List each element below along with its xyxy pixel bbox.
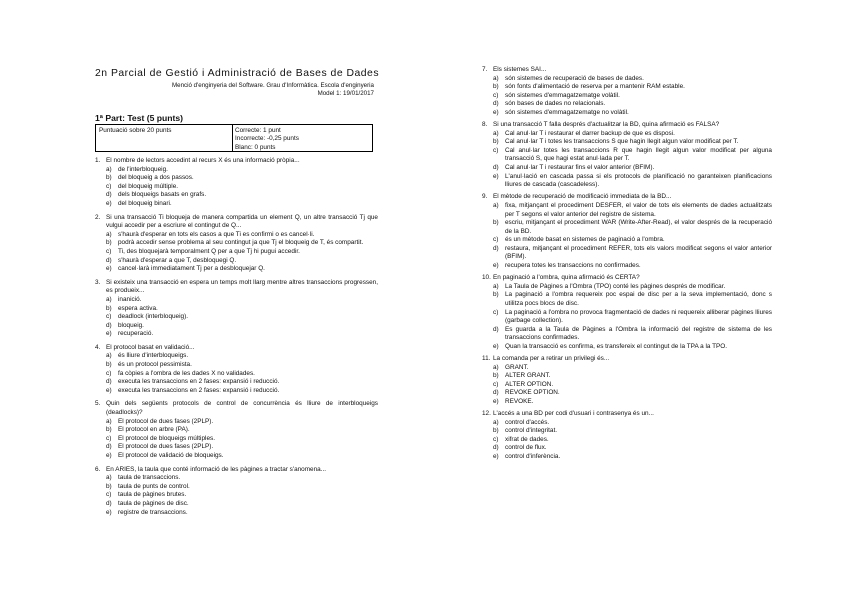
- question-number: 6.: [95, 465, 101, 473]
- option-text: taula de transaccions.: [118, 474, 181, 482]
- answer-option: [95, 452, 378, 461]
- option-letter: b): [106, 174, 112, 182]
- answer-option: [482, 219, 772, 236]
- option-text: control d'integritat.: [505, 427, 558, 435]
- option-text: REVOKE OPTION.: [505, 389, 560, 397]
- answer-option: [482, 283, 772, 292]
- answer-option: [482, 130, 772, 139]
- option-text: s'haurà d'esperar en tots els casos a que Ti es confirmi o es cancel·li.: [118, 230, 315, 238]
- question-text: En paginació a l'ombra, quina afirmació és CERTA?: [493, 274, 640, 282]
- part-title: 1ª Part: Test (5 punts): [95, 113, 184, 123]
- answer-option: [482, 75, 772, 84]
- answer-option: [482, 138, 772, 147]
- question: [95, 466, 378, 475]
- option-text: dels bloqueigs basats en grafs.: [118, 191, 207, 199]
- answer-option: [482, 109, 772, 118]
- option-text: bloqueig.: [118, 321, 144, 329]
- answer-option: [95, 239, 378, 248]
- option-text: control d'accés.: [505, 418, 550, 426]
- question: [482, 410, 772, 419]
- option-letter: a): [493, 418, 499, 426]
- option-letter: a): [493, 74, 499, 82]
- question: [95, 157, 378, 166]
- option-letter: d): [106, 378, 112, 386]
- option-text: podrà accedir sense problema al seu contingut ja que Tj el bloqueig de T, és compartit.: [118, 239, 364, 247]
- option-letter: a): [493, 363, 499, 371]
- scoring-divider: [232, 125, 233, 151]
- option-letter: e): [493, 342, 499, 350]
- answer-option: [95, 387, 378, 396]
- option-letter: e): [493, 108, 499, 116]
- option-text: és un protocol pessimista.: [118, 361, 192, 369]
- option-letter: e): [493, 262, 499, 270]
- option-letter: d): [493, 325, 499, 333]
- questions-column-right: [482, 66, 772, 462]
- option-letter: b): [493, 219, 499, 227]
- questions-column-left: [95, 157, 378, 517]
- question: [95, 279, 378, 296]
- option-letter: d): [106, 321, 112, 329]
- answer-option: [95, 174, 378, 183]
- option-letter: e): [493, 172, 499, 180]
- option-text: registre de transaccions.: [118, 508, 188, 516]
- option-letter: d): [493, 389, 499, 397]
- answer-option: [482, 364, 772, 373]
- option-text: de l'interbloqueig.: [118, 165, 168, 173]
- option-text: ALTER OPTION.: [505, 380, 554, 388]
- option-letter: b): [493, 83, 499, 91]
- option-text: són sistemes d'emmagatzematge volàtil.: [505, 91, 620, 99]
- option-text: deadlock (interbloqueig).: [118, 313, 188, 321]
- answer-option: [95, 265, 378, 274]
- option-text: El protocol de dues fases (2PLP).: [118, 417, 214, 425]
- option-letter: b): [493, 372, 499, 380]
- option-letter: a): [493, 282, 499, 290]
- option-text: Ti, des bloquejarà temporalment Q per a que Tj hi pugui accedir.: [118, 247, 300, 255]
- answer-option: [482, 202, 772, 219]
- question: [95, 400, 378, 417]
- exam-subtitle: Menció d'enginyeria del Software. Grau d'Informàtica. Escola d'enginyeria: [172, 82, 374, 89]
- exam-title: 2n Parcial de Gestió i Administració de Bases de Dades: [95, 68, 380, 79]
- option-letter: d): [106, 256, 112, 264]
- answer-option: [482, 398, 772, 407]
- answer-option: [482, 92, 772, 101]
- option-letter: c): [493, 91, 499, 99]
- answer-option: [95, 248, 378, 257]
- option-letter: e): [106, 452, 112, 459]
- option-letter: a): [493, 129, 499, 137]
- option-letter: b): [493, 138, 499, 146]
- question-number: 1.: [95, 157, 101, 164]
- question: [482, 274, 772, 283]
- answer-option: [482, 381, 772, 390]
- option-letter: c): [493, 380, 499, 388]
- option-text: fixa, mitjançant el procediment DESFER, el valor de tots els elements de dades actualitzats per T segons el valor anterior del registre de sistema.: [505, 201, 772, 218]
- option-text: cancel·larà immediatament Tj per a desbloquejar Q.: [118, 265, 265, 273]
- option-text: del bloqueig binari.: [118, 199, 172, 207]
- option-text: El protocol de validació de bloqueigs.: [118, 452, 224, 459]
- question: [482, 66, 772, 75]
- option-letter: e): [106, 199, 112, 207]
- option-letter: c): [106, 182, 112, 190]
- option-text: del bloqueig múltiple.: [118, 182, 179, 190]
- answer-option: [95, 191, 378, 200]
- answer-option: [95, 426, 378, 435]
- answer-option: [95, 370, 378, 379]
- option-text: Es guarda a la Taula de Pàgines a l'Ombra la informació del registre de sistema de les transaccions confirmades.: [505, 325, 772, 342]
- answer-option: [482, 147, 772, 164]
- answer-option: [482, 83, 772, 92]
- option-letter: b): [493, 427, 499, 435]
- answer-option: [482, 427, 772, 436]
- option-letter: c): [493, 435, 499, 443]
- option-letter: e): [106, 508, 112, 516]
- answer-option: [482, 245, 772, 262]
- option-letter: d): [106, 499, 112, 507]
- option-text: xifrat de dades.: [505, 435, 549, 443]
- option-letter: d): [493, 100, 499, 108]
- question: [95, 214, 378, 231]
- option-text: Cal anul·lar T i restaurar el darrer backup de que es disposi.: [505, 129, 675, 137]
- answer-option: [95, 435, 378, 444]
- option-letter: b): [106, 304, 112, 312]
- answer-option: [95, 330, 378, 339]
- answer-option: [95, 305, 378, 314]
- option-text: escriu, mitjançant el procediment WAR (Write-After-Read), el valor després de la recuperació de la BD.: [505, 219, 772, 235]
- option-text: recupera totes les transaccions no confirmades.: [505, 262, 641, 270]
- option-letter: d): [493, 244, 499, 252]
- option-text: Cal anul·lar T i restaurar fins el valor anterior (BFIM).: [505, 164, 655, 172]
- scoring-correct: Correcte: 1 punt: [235, 127, 281, 134]
- question: [482, 355, 772, 364]
- option-text: executa les transaccions en 2 fases: expansió i reducció.: [118, 378, 280, 386]
- exam-header: [95, 68, 380, 97]
- question-text: Si existeix una transacció en espera un temps molt llarg mentre altres transaccions progressen, es produeix...: [106, 278, 378, 295]
- option-text: són sistemes d'emmagatzematge no volàtil.: [505, 108, 629, 116]
- option-letter: b): [106, 361, 112, 369]
- answer-option: [482, 164, 772, 173]
- option-letter: d): [493, 444, 499, 452]
- option-letter: c): [106, 313, 112, 321]
- answer-option: [95, 183, 378, 192]
- option-letter: e): [106, 386, 112, 394]
- option-letter: a): [106, 165, 112, 173]
- option-letter: a): [106, 352, 112, 360]
- answer-option: [95, 443, 378, 452]
- option-text: El protocol de bloqueigs múltiples.: [118, 434, 215, 442]
- answer-option: [482, 419, 772, 428]
- option-text: REVOKE.: [505, 397, 534, 405]
- option-letter: a): [493, 201, 499, 209]
- question-number: 3.: [95, 278, 101, 286]
- option-text: Quan la transacció es confirma, es transfereix el contingut de la TPA a la TPO.: [505, 342, 728, 350]
- option-letter: e): [106, 265, 112, 273]
- question-number: 2.: [95, 213, 101, 221]
- option-letter: d): [106, 443, 112, 451]
- option-text: ALTER GRANT.: [505, 372, 551, 380]
- question-text: L'accés a una BD per codi d'usuari i contrasenya és un...: [493, 410, 654, 418]
- option-text: executa les transaccions en 2 fases: expansió i reducció.: [118, 386, 280, 394]
- option-text: s'haurà d'esperar a que T, desbloquegi Q.: [118, 256, 237, 264]
- question: [482, 121, 772, 130]
- option-text: són fonts d'alimentació de reserva per a mantenir RAM estable.: [505, 83, 685, 91]
- answer-option: [482, 173, 772, 190]
- question-text: La comanda per a retirar un privilegi és...: [493, 355, 610, 362]
- answer-option: [95, 474, 378, 483]
- question-text: En ARIES, la taula que conté informació de les pàgines a tractar s'anomena...: [106, 465, 327, 473]
- answer-option: [95, 200, 378, 209]
- answer-option: [482, 389, 772, 398]
- option-letter: d): [106, 191, 112, 199]
- answer-option: [95, 313, 378, 322]
- option-letter: c): [106, 247, 112, 255]
- question-number: 12.: [482, 410, 491, 418]
- option-letter: a): [106, 417, 112, 425]
- question-text: El protocol basat en validació...: [106, 343, 195, 351]
- option-letter: b): [106, 482, 112, 490]
- question-text: El mètode de recuperació de modificació immediata de la BD...: [493, 193, 672, 201]
- answer-option: [95, 257, 378, 266]
- option-letter: c): [493, 236, 499, 244]
- answer-option: [95, 322, 378, 331]
- answer-option: [482, 291, 772, 308]
- scoring-table: [95, 124, 373, 152]
- answer-option: [482, 343, 772, 352]
- option-text: és lliure d'interbloqueigs.: [118, 352, 189, 360]
- question-text: El nombre de lectors accedint al recurs X és una informació pròpia...: [106, 157, 300, 164]
- question-text: Si una transacció T falla després d'actualitzar la BD, quina afirmació es FALSA?: [493, 121, 720, 129]
- answer-option: [95, 418, 378, 427]
- answer-option: [482, 309, 772, 326]
- option-letter: c): [106, 434, 112, 442]
- answer-option: [95, 378, 378, 387]
- option-text: Cal anul·lar totes les transaccions R que hagin llegit algun valor modificat per alguna transacció S, que hagi estat anul·lada per T.: [505, 146, 772, 163]
- option-letter: d): [493, 164, 499, 172]
- question-number: 7.: [482, 66, 488, 73]
- answer-option: [95, 491, 378, 500]
- option-letter: b): [493, 291, 499, 299]
- option-letter: c): [106, 369, 112, 377]
- option-letter: e): [106, 330, 112, 338]
- option-text: El protocol de dues fases (2PLP).: [118, 443, 214, 451]
- answer-option: [482, 100, 772, 109]
- question-number: 10.: [482, 274, 491, 282]
- option-text: són sistemes de recuperació de bases de dades.: [505, 74, 644, 82]
- answer-option: [482, 236, 772, 245]
- option-letter: c): [493, 308, 499, 316]
- answer-option: [95, 166, 378, 175]
- question: [482, 193, 772, 202]
- question-number: 11.: [482, 355, 491, 362]
- answer-option: [95, 361, 378, 370]
- option-text: La Taula de Pàgines a l'Ombra (TPO) conté les pàgines després de modificar.: [505, 282, 726, 290]
- scoring-total: Puntuació sobre 20 punts: [99, 127, 172, 134]
- option-text: fa còpies a l'ombra de les dades X no validades.: [118, 369, 255, 377]
- option-letter: a): [106, 230, 112, 238]
- question-number: 8.: [482, 121, 488, 129]
- scoring-rules: [235, 127, 371, 152]
- option-text: taula de punts de control.: [118, 482, 190, 490]
- scoring-incorrect: Incorrecte: -0,25 punts: [235, 135, 299, 143]
- answer-option: [95, 483, 378, 492]
- option-letter: e): [493, 397, 499, 405]
- option-text: espera activa.: [118, 304, 158, 312]
- option-letter: e): [493, 453, 499, 461]
- answer-option: [95, 296, 378, 305]
- option-letter: b): [106, 239, 112, 247]
- question: [95, 344, 378, 353]
- option-text: L'anul·lació en cascada passa si els protocols de planificació no garanteixen planificacions lliures de cascada (cascadeless).: [505, 172, 772, 189]
- option-text: control d'inferència.: [505, 453, 561, 461]
- question-text: Els sistemes SAI...: [493, 66, 547, 73]
- option-text: restaura, mitjançant el procediment REFER, tots els valors modificat segons el valor anterior (BFIM).: [505, 244, 772, 261]
- question-text: Si una transacció Ti bloqueja de manera compartida un element Q, un altre transacció Tj que vulgui accedir per a escriure el contingut de Q...: [106, 213, 378, 230]
- answer-option: [482, 436, 772, 445]
- option-text: taula de pàgines de disc.: [118, 499, 189, 507]
- answer-option: [482, 444, 772, 453]
- question-text: Quin dels següents protocols de control de concurrència és lliure de interbloqueigs (deadlocks)?: [106, 400, 378, 417]
- option-text: La paginació a l'ombra no provoca fragmentació de dades ni requereix alliberar pàgines lliures (garbage collection).: [505, 308, 772, 325]
- option-letter: c): [106, 491, 112, 499]
- question-number: 9.: [482, 193, 488, 201]
- answer-option: [482, 453, 772, 462]
- option-text: inanició.: [118, 295, 142, 303]
- option-text: Cal anul·lar T i totes les transaccions S que hagin llegit algun valor modificat per T.: [505, 138, 739, 146]
- answer-option: [95, 500, 378, 509]
- question-number: 5.: [95, 400, 101, 408]
- option-text: taula de pàgines brutes.: [118, 491, 187, 499]
- scoring-blank: Blanc: 0 punts: [235, 143, 276, 151]
- answer-option: [95, 352, 378, 361]
- answer-option: [95, 509, 378, 518]
- answer-option: [95, 231, 378, 240]
- option-letter: a): [106, 295, 112, 303]
- option-letter: c): [493, 146, 499, 154]
- option-letter: a): [106, 474, 112, 482]
- exam-model: Model 1: 19/01/2017: [317, 90, 374, 97]
- option-text: del bloqueig a dos passos.: [118, 174, 194, 182]
- option-text: El protocol en arbre (PA).: [118, 426, 190, 434]
- question-number: 4.: [95, 343, 101, 351]
- option-text: és un mètode basat en sistemes de paginació a l'ombra.: [505, 236, 665, 244]
- option-text: recuperació.: [118, 330, 154, 338]
- answer-option: [482, 326, 772, 343]
- option-letter: b): [106, 426, 112, 434]
- option-text: GRANT.: [505, 363, 529, 371]
- answer-option: [482, 372, 772, 381]
- option-text: són bases de dades no relacionals.: [505, 100, 606, 108]
- option-text: control de flux.: [505, 444, 547, 452]
- answer-option: [482, 262, 772, 271]
- option-text: La paginació a l'ombra requereix poc espai de disc per a la seva implementació, donc s utilitza pocs blocs de disc.: [505, 291, 772, 307]
